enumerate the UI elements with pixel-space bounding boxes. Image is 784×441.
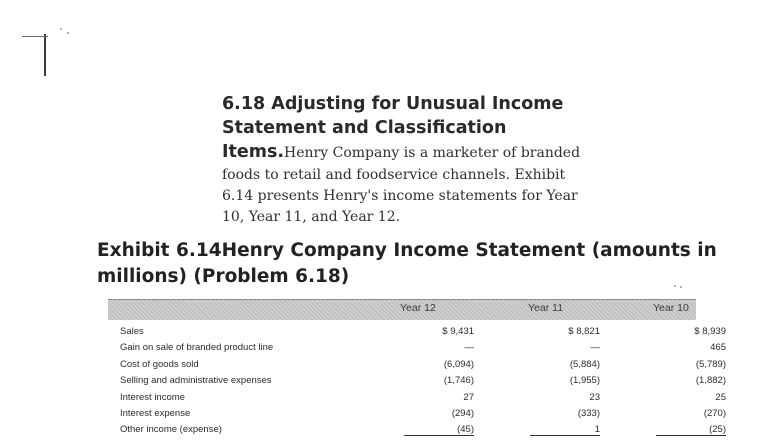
- cell-year-11: (1,955): [569, 375, 600, 387]
- cell-year-11: —: [590, 342, 600, 354]
- row-label: Selling and administrative expenses: [120, 375, 272, 387]
- column-header-year-12: Year 12: [400, 302, 436, 314]
- table-row: [120, 375, 726, 391]
- row-label: Other income (expense): [120, 424, 222, 436]
- cell-year-12: (1,746): [443, 375, 474, 387]
- exhibit-title: Exhibit 6.14Henry Company Income Statement (amounts in millions) (Problem 6.18): [97, 240, 717, 287]
- cell-year-11: $ 8,821: [568, 326, 600, 337]
- cell-year-11: (333): [577, 407, 600, 419]
- table-row: [120, 424, 726, 440]
- cell-year-10: 465: [710, 342, 726, 354]
- scan-artifact-dot: [60, 28, 62, 30]
- cell-year-10: (1,882): [695, 375, 726, 387]
- cell-year-10: (5,789): [695, 358, 726, 370]
- problem-text: [222, 92, 582, 227]
- table-row: [120, 391, 726, 408]
- table-row: [120, 407, 726, 424]
- cell-year-10: (25): [656, 424, 726, 436]
- problem-block: [222, 92, 582, 227]
- scan-artifact-horizontal-line: [22, 36, 48, 37]
- cell-year-12: (45): [404, 424, 474, 436]
- table-row: [120, 342, 726, 358]
- cell-year-11: 23: [589, 391, 600, 403]
- cell-year-11: 1: [530, 424, 600, 436]
- row-label: Interest income: [120, 391, 185, 403]
- cell-year-12: (294): [451, 407, 474, 419]
- row-label: Gain on sale of branded product line: [120, 342, 274, 354]
- row-label: Sales: [120, 326, 144, 337]
- cell-year-10: 25: [715, 391, 726, 403]
- row-label: Interest expense: [120, 407, 191, 419]
- cell-year-10: (270): [703, 407, 726, 419]
- income-statement-rows: [120, 326, 726, 441]
- column-header-year-10: Year 10: [653, 302, 689, 314]
- cell-year-12: (6,094): [443, 358, 474, 370]
- cell-year-12: 27: [463, 391, 474, 403]
- problem-body: Henry Company is a marketer of branded foods to retail and foodservice channels. Exhibit 6.14 presents Henry's income statements for Year 10, Year 11, and Year 12.: [222, 145, 581, 225]
- problem-title: 6.18 Adjusting for Unusual Income Statement and Classification Items.: [222, 94, 564, 162]
- cell-year-12: —: [464, 342, 474, 354]
- column-header-year-11: Year 11: [528, 302, 564, 314]
- table-header: [108, 299, 696, 320]
- scan-artifact-vertical-line: [44, 34, 46, 76]
- cell-year-10: $ 8,939: [694, 326, 726, 337]
- scan-artifact-dot: [67, 32, 69, 34]
- table-row: [120, 358, 726, 375]
- cell-year-12: $ 9,431: [442, 326, 474, 337]
- table-row: [120, 326, 726, 342]
- row-label: Cost of goods sold: [120, 358, 199, 370]
- cell-year-11: (5,884): [569, 358, 600, 370]
